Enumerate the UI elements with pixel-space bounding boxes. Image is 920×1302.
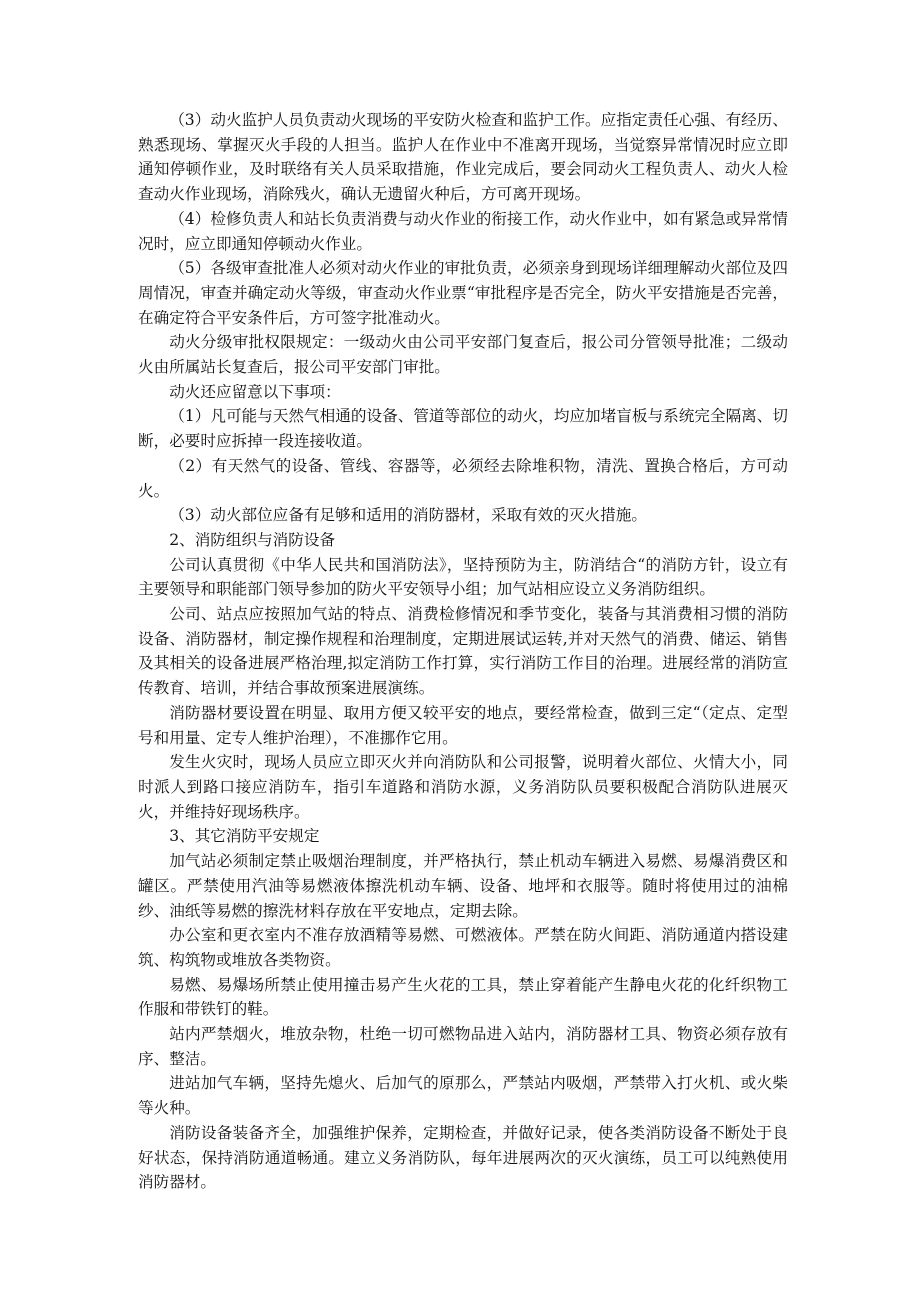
document-body — [138, 108, 788, 1195]
paragraph-fire-equipment: 公司、站点应按照加气站的特点、消费检修情况和季节变化，装备与其消费相习惯的消防设备、消防器材，制定操作规程和治理制度，定期进展试运转,并对天然气的消费、储运、销售及其相关的设备进展严格治理,拟定消防工作打算，实行消防工作目的治理。进展经常的消防宣传教育、培训，并结合事故预案进展演练。 — [138, 605, 788, 698]
paragraph-note-1: （1）凡可能与天然气相通的设备、管道等部位的动火，均应加堵盲板与系统完全隔离、切断，必要时应拆掉一段连接收道。 — [138, 407, 788, 451]
paragraph-approver-duties: （5）各级审查批准人必须对动火作业的审批负责，必须亲身到现场详细理解动火部位及四周情况，审查并确定动火等级，审查动火作业票“审批程序是否完全，防火平安措施是否完善，在确定符合平安条件后，方可签字批准动火。 — [138, 259, 788, 327]
paragraph-note-2: （2）有天然气的设备、管线、容器等，必须经去除堆积物，清洗、置换合格后，方可动火。 — [138, 456, 788, 500]
paragraph-maintenance-lead: （4）检修负责人和站长负责消费与动火作业的衔接工作，动火作业中，如有紧急或异常情况时，应立即通知停顿动火作业。 — [138, 209, 788, 253]
paragraph-extinguisher-placement: 消防器材要设置在明显、取用方便又较平安的地点，要经常检查，做到三定“（定点、定型号和用量、定专人维护治理），不准挪作它用。 — [138, 703, 788, 747]
paragraph-station-no-fire: 站内严禁烟火，堆放杂物，杜绝一切可燃物品进入站内，消防器材工具、物资必须存放有序、整洁。 — [138, 1025, 788, 1068]
paragraph-hotwork-notes-heading: 动火还应留意以下事项： — [169, 382, 341, 401]
paragraph-monitor-duties: （3）动火监护人员负责动火现场的平安防火检查和监护工作。应指定责任心强、有经历、熟悉现场、掌握灭火手段的人担当。监护人在作业中不准离开现场，当觉察异常情况时应立即通知停顿作业，及时联络有关人员采取措施，作业完成后，要会同动火工程负责人、动火人检查动火作业现场，消除残火，确认无遗留火种后，方可离开现场。 — [138, 111, 788, 204]
paragraph-approval-levels: 动火分级审批权限规定：一级动火由公司平安部门复查后，报公司分管领导批准；二级动火由所属站长复查后，报公司平安部门审批。 — [138, 333, 788, 377]
section-heading-fire-organization: 2、消防组织与消防设备 — [169, 530, 336, 549]
paragraph-no-smoking-rules: 加气站必须制定禁止吸烟治理制度，并严格执行，禁止机动车辆进入易燃、易爆消费区和罐区。严禁使用汽油等易燃液体擦洗机动车辆、设备、地坪和衣服等。随时将使用过的油棉纱、油纸等易燃的擦洗材料存放在平安地点，定期去除。 — [138, 852, 788, 920]
paragraph-office-storage: 办公室和更衣室内不准存放酒精等易燃、可燃液体。严禁在防火间距、消防通道内搭设建筑、构筑物或堆放各类物资。 — [138, 926, 788, 969]
paragraph-equipment-maintenance: 消防设备装备齐全，加强维护保养，定期检查，并做好记录，使各类消防设备不断处于良好状态，保持消防通道畅通。建立义务消防队，每年进展两次的灭火演练，员工可以纯熟使用消防器材。 — [138, 1123, 788, 1192]
section-heading-other-rules: 3、其它消防平安规定 — [169, 827, 320, 846]
paragraph-note-3: （3）动火部位应备有足够和适用的消防器材，采取有效的灭火措施。 — [169, 506, 647, 525]
paragraph-spark-tools: 易燃、易爆场所禁止使用撞击易产生火花的工具，禁止穿着能产生静电火花的化纤织物工作服和带铁钉的鞋。 — [138, 975, 788, 1019]
paragraph-fire-law: 公司认真贯彻《中华人民共和国消防法》，坚持预防为主，防消结合“的消防方针，设立有主要领导和职能部门领导参加的防火平安领导小组；加气站相应设立义务消防组织。 — [138, 555, 788, 599]
paragraph-vehicle-refuel: 进站加气车辆，坚持先熄火、后加气的原那么，严禁站内吸烟，严禁带入打火机、或火柴等火种。 — [138, 1074, 788, 1118]
paragraph-fire-response: 发生火灾时，现场人员应立即灭火并向消防队和公司报警，说明着火部位、火情大小，同时派人到路口接应消防车，指引车道路和消防水源，义务消防队员要积极配合消防队进展灭火，并维持好现场秩序。 — [138, 753, 788, 821]
